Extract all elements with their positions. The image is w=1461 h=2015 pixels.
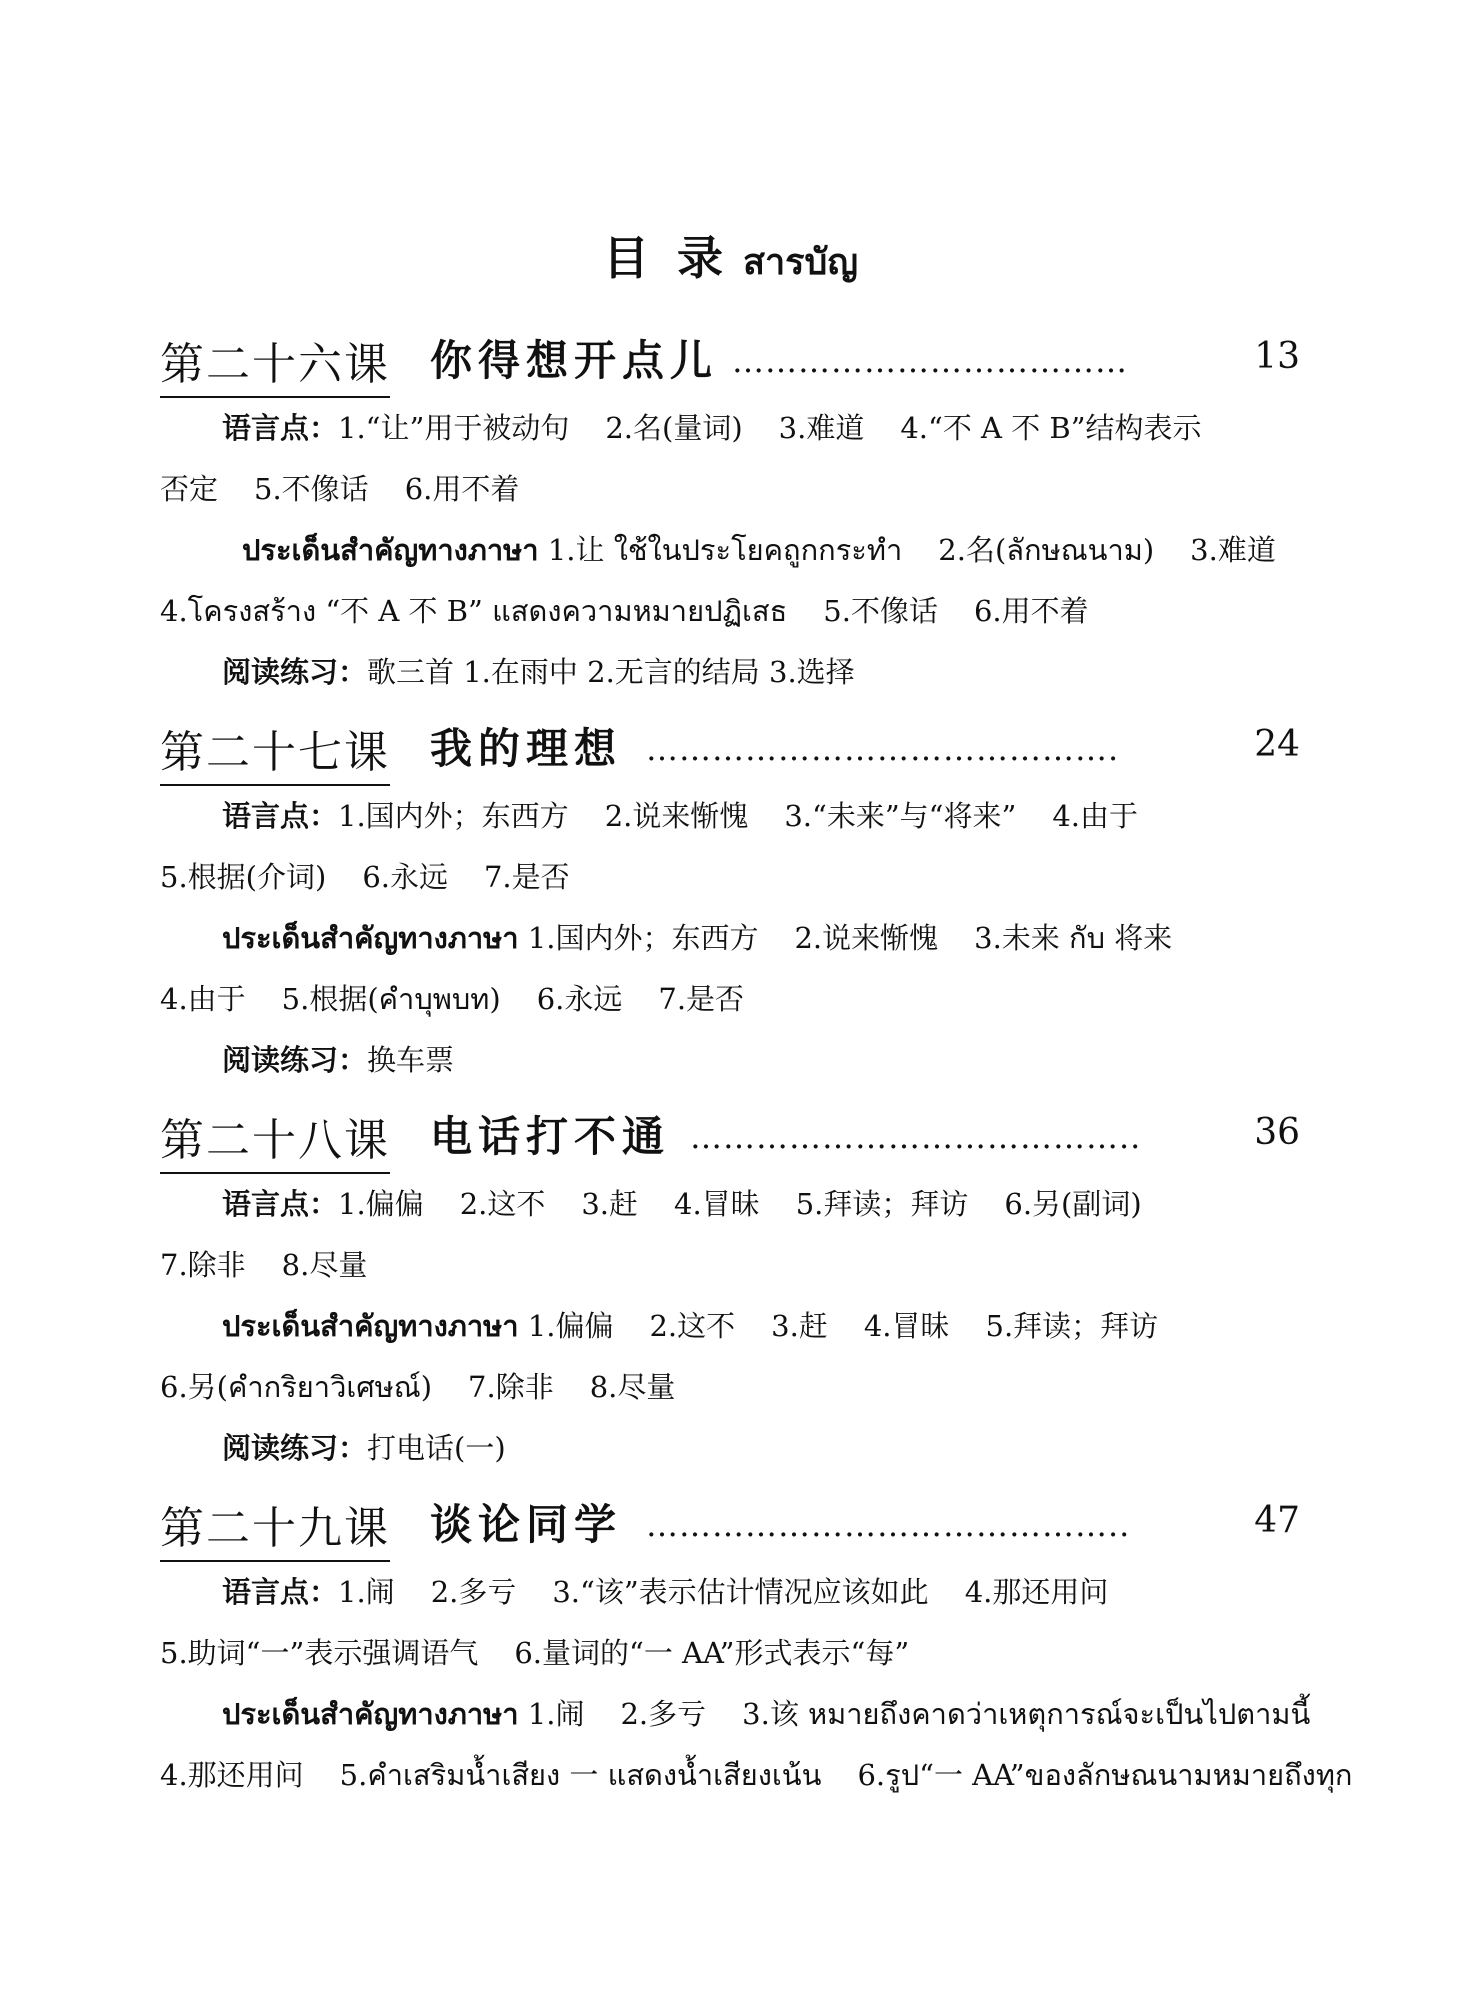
page-number: 47: [1254, 1500, 1300, 1541]
language-points: 语言点：1.闹 2.多亏 3.“该”表示估计情况应该如此 4.那还用问: [222, 1575, 1109, 1609]
page-title: [0, 222, 1461, 290]
lesson-header: [160, 716, 1300, 786]
thai-language-points: ประเด็นสำคัญทางภาษา 1.闹 2.多亏 3.该 หมายถึงคาดว่าเหตุการณ์จะเป็นไปตามนี้: [222, 1697, 1311, 1731]
language-points-cont: 否定 5.不像话 6.用不着: [160, 472, 520, 506]
thai-language-points-cont: 4.โครงสร้าง “不 A 不 B” แสดงความหมายปฏิเสธ 5.不像话 6.用不着: [160, 594, 1089, 628]
thai-language-points: ประเด็นสำคัญทางภาษา 1.国内外；东西方 2.说来惭愧 3.未来 กับ 将来: [222, 921, 1173, 955]
leader-dots: ……………………………………..: [646, 1506, 1131, 1544]
lesson-number: 第二十九课: [160, 1492, 390, 1562]
lesson-header: [160, 328, 1300, 398]
lesson-number: 第二十六课: [160, 328, 390, 398]
lesson-title: 你得想开点儿: [430, 336, 719, 385]
lesson-number: 第二十八课: [160, 1104, 390, 1174]
reading-practice: 阅读练习：歌三首 1.在雨中 2.无言的结局 3.选择: [222, 655, 855, 689]
lesson-29: [160, 1492, 1353, 1806]
lesson-header: [160, 1492, 1300, 1562]
language-points-cont: 5.根据(介词) 6.永远 7.是否: [160, 860, 570, 894]
leader-dots: …………………………………..: [690, 1118, 1142, 1156]
lesson-number: 第二十七课: [160, 716, 390, 786]
lesson-title: 我的理想: [430, 724, 623, 773]
lesson-28: [160, 1104, 1300, 1479]
leader-dots: ………………………………: [732, 342, 1128, 380]
lesson-title: 谈论同学: [430, 1500, 623, 1549]
thai-language-points-cont: 4.那还用问 5.คำเสริมน้ำเสียง 一 แสดงน้ำเสียงเน้น 6.รูป“一 AA”ของลักษณนามหมายถึงทุก: [160, 1758, 1353, 1792]
thai-language-points: ประเด็นสำคัญทางภาษา 1.让 ใช้ในประโยคถูกกระทำ 2.名(ลักษณนาม) 3.难道: [242, 533, 1276, 567]
lesson-header: [160, 1104, 1300, 1174]
lesson-27: [160, 716, 1300, 1091]
thai-language-points: ประเด็นสำคัญทางภาษา 1.偏偏 2.这不 3.赶 4.冒昧 5.拜读；拜访: [222, 1309, 1159, 1343]
language-points: 语言点：1.国内外；东西方 2.说来惭愧 3.“未来”与“将来” 4.由于: [222, 799, 1139, 833]
page-number: 13: [1254, 336, 1300, 377]
title-zh: 目 录: [602, 231, 729, 285]
language-points: 语言点：1.“让”用于被动句 2.名(量词) 3.难道 4.“不 A 不 B”结构表示: [222, 411, 1202, 445]
title-th: สารบัญ: [742, 242, 859, 283]
leader-dots: …………………………………….: [646, 730, 1120, 768]
language-points-cont: 7.除非 8.尽量: [160, 1248, 368, 1282]
reading-practice: 阅读练习：换车票: [222, 1043, 455, 1077]
lesson-title: 电话打不通: [430, 1112, 671, 1161]
page-number: 24: [1254, 724, 1300, 765]
page-number: 36: [1254, 1112, 1300, 1153]
language-points: 语言点：1.偏偏 2.这不 3.赶 4.冒昧 5.拜读；拜访 6.另(副词): [222, 1187, 1142, 1221]
language-points-cont: 5.助词“一”表示强调语气 6.量词的“一 AA”形式表示“每”: [160, 1636, 910, 1670]
lesson-26: [160, 328, 1300, 703]
thai-language-points-cont: 4.由于 5.根据(คำบุพบท) 6.永远 7.是否: [160, 982, 745, 1016]
thai-language-points-cont: 6.另(คำกริยาวิเศษณ์) 7.除非 8.尽量: [160, 1370, 676, 1404]
reading-practice: 阅读练习：打电话(一): [222, 1431, 506, 1465]
